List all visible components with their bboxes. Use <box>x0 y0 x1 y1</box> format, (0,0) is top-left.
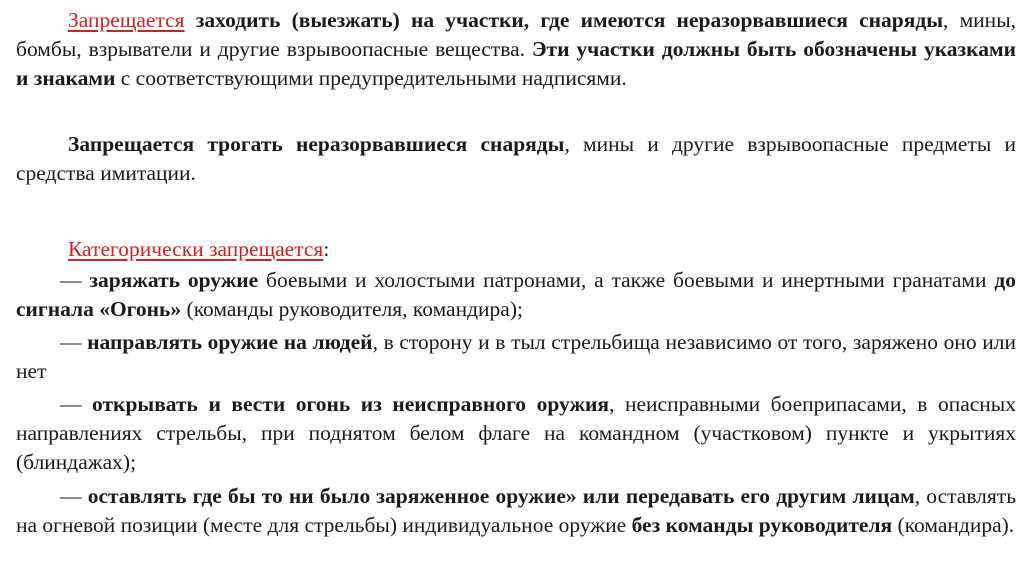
body-text: (команды руководителя, командира); <box>181 297 523 321</box>
body-text: с соответствующими предупредительными надписями. <box>115 66 627 90</box>
body-text: , оставлять на огневой позиции (месте для стрельбы) индивидуальное оружие <box>16 484 1017 537</box>
paragraph-touch-prohibition <box>16 130 1016 188</box>
bold-text: направлять оружие на людей <box>87 330 373 354</box>
body-text: боевыми и холостыми патронами, а также боевыми и инертными гранатами <box>258 268 995 292</box>
bold-text: без команды руководителя <box>631 513 893 537</box>
bold-text: заряжать оружие <box>89 268 259 292</box>
dash: — <box>60 392 82 416</box>
dash: — <box>60 484 82 508</box>
list-item-aiming <box>16 328 1016 386</box>
prohibited-heading: Запрещается <box>68 8 185 32</box>
bold-text: Запрещается трогать неразорвавшиеся снаряды <box>68 132 565 156</box>
list-item-loading <box>16 266 1016 324</box>
list-item-loaded-weapon <box>16 482 1016 540</box>
body-text: , в сторону и в тыл стрельбища независимо от того, заряжено оно или нет <box>16 330 1016 383</box>
bold-text: открывать и вести огонь из неисправного оружия <box>92 392 610 416</box>
bold-text: Эти участки должны быть обозначены указками и знаками <box>16 37 1016 90</box>
body-text: , мины, бомбы, взрыватели и другие взрывоопасные вещества. <box>16 8 1017 61</box>
paragraph-entry-prohibition <box>16 6 1016 93</box>
body-text: , мины и другие взрывоопасные предметы и средства имитации. <box>16 132 1016 185</box>
colon: : <box>323 237 330 261</box>
bold-text: заходить (выезжать) на участки, где имеются неразорвавшиеся снаряды <box>195 8 944 32</box>
bold-text: до сигнала «Огонь» <box>16 268 1016 321</box>
dash: — <box>60 330 82 354</box>
body-text: , неисправными боеприпасами, в опасных направлениях стрельбы, при поднятом белом флаге на командном (участковом) пункте и укрытиях (блиндажах); <box>16 392 1016 474</box>
categorical-prohibition-heading: Категорически запрещается <box>68 237 324 261</box>
body-text: (командира). <box>892 513 1015 537</box>
paragraph-categorical-heading <box>16 235 1016 264</box>
bold-text: оставлять где бы то ни было заряженное оружие» или передавать его другим лицам <box>87 484 915 508</box>
list-item-faulty-weapon <box>16 390 1016 477</box>
dash: — <box>60 268 82 292</box>
